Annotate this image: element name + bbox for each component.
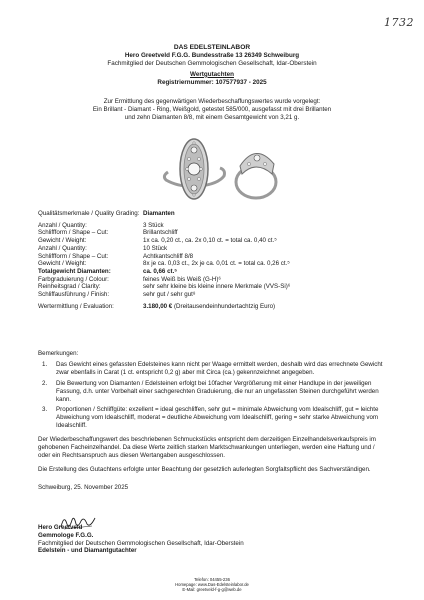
- lab-address: Hero Greetveld F.G.G. Bundesstraße 13 26349 Schweiburg: [124, 52, 300, 60]
- finish-label: Schliffausführung / Finish:: [38, 291, 110, 299]
- signatory-name: Hero Greetveld: [38, 524, 83, 531]
- clarity-value: sehr sehr kleine bis kleine innere Merkmale (VVS-Si)⁶: [143, 283, 291, 291]
- ring-photos: [160, 136, 280, 202]
- evaluation-amount: 3.180,00 €: [143, 302, 173, 310]
- shape-label: Schliffform / Shape – Cut:: [38, 229, 109, 237]
- signatory-block: [38, 524, 244, 555]
- weight-value: 1x ca. 0,20 ct., ca. 2x 0,10 ct. = total ca. 0,40 ct.⁵: [143, 237, 277, 245]
- shape-row-1: [38, 229, 408, 237]
- intro-text: [0, 98, 424, 123]
- signatory-role: Gemmologe F.G.G.: [38, 531, 94, 539]
- place-and-date: Schweiburg, 25. November 2025: [38, 484, 129, 491]
- evaluation-label: Wertermittlung / Evaluation:: [38, 302, 114, 310]
- total-weight-row: [38, 268, 408, 276]
- remark-item: [38, 361, 388, 377]
- shape-value: Brillantschliff: [143, 229, 178, 237]
- quantity-label: Anzahl / Quantity:: [38, 221, 87, 229]
- intro-line-3: und zehn Diamanten 8/8, mit einem Gesamtgewicht von 3,21 g.: [124, 114, 300, 122]
- registration-number: Registriernummer: 107577937 - 2025: [157, 78, 267, 86]
- ring-side-view-image: [232, 144, 282, 202]
- quality-label: Qualitätsmerkmale / Quality Grading:: [38, 210, 140, 217]
- remark-item: [38, 380, 388, 404]
- colour-row: [38, 276, 408, 284]
- remark-number: 2.: [42, 379, 48, 387]
- clarity-label: Reinheitsgrad / Clarity:: [38, 283, 101, 291]
- weight-row-1: [38, 237, 408, 245]
- shape-row-2: [38, 253, 408, 261]
- quantity-row-2: [38, 245, 408, 253]
- evaluation-row: [38, 303, 408, 311]
- replacement-value-note: Der Wiederbeschaffungswert des beschriebenen Schmuckstücks entspricht dem derzeitigen Einzelhandelsverkaufspreis im gehobenen Facheinzelhandel. Da diese Werte zeitlich starken Marktschwankungen unterliegen, werden eine Haftung und / oder ein Rechtsanspruch aus diesen Wertangaben ausgeschlossen.: [38, 436, 376, 459]
- weight-label: Gewicht / Weight:: [38, 260, 87, 268]
- lab-membership: Fachmitglied der Deutschen Gemmologischen Gesellschaft, Idar-Oberstein: [107, 60, 317, 68]
- quantity-label: Anzahl / Quantity:: [38, 244, 87, 252]
- signatory-expert: Edelstein - und Diamantgutachter: [38, 547, 137, 555]
- total-weight-value: ca. 0,66 ct.⁵: [143, 267, 178, 275]
- signatory-membership: Fachmitglied der Deutschen Gemmologischen Gesellschaft, Idar-Oberstein: [38, 539, 244, 547]
- quantity-value: 3 Stück: [143, 221, 164, 229]
- finish-row: [38, 291, 408, 299]
- lab-title: DAS EDELSTEINLABOR: [173, 44, 251, 51]
- shape-value: Achtkantschliff 8/8: [143, 252, 194, 260]
- remark-item: [38, 406, 388, 430]
- contact-footer: [0, 577, 424, 593]
- weight-label: Gewicht / Weight:: [38, 237, 87, 245]
- clarity-row: [38, 283, 408, 291]
- email-link[interactable]: E-Mail: greetveld-f-g-g@web.de: [182, 587, 242, 593]
- remark-text: Die Bewertung von Diamanten / Edelsteinen erfolgt bei 10facher Vergrößerung mit einer Handlupe in der jeweiligen Fassung, d.h. unter Vorbehalt einer sachgerechten Graduierung, die nur an ungefassten Steinen durchgeführt werden kann.: [56, 379, 379, 403]
- shape-label: Schliffform / Shape – Cut:: [38, 252, 109, 260]
- colour-label: Farbgraduierung / Colour:: [38, 275, 109, 283]
- finish-value: sehr gut / sehr gut⁸: [143, 291, 196, 299]
- total-weight-label: Totalgewicht Diamanten:: [38, 267, 111, 275]
- remark-number: 1.: [42, 360, 48, 368]
- remarks-heading: Bemerkungen:: [38, 350, 79, 357]
- remark-number: 3.: [42, 406, 48, 414]
- diligence-note: Die Erstellung des Gutachtens erfolgte unter Beachtung der gesetzlich auferlegten Sorgfaltspflicht des Sachverständigen.: [38, 465, 371, 473]
- intro-line-1: Zur Ermittlung des gegenwärtigen Wiederbeschaffungswertes wurde vorgelegt:: [103, 98, 321, 105]
- letterhead: [0, 44, 424, 87]
- weight-row-2: [38, 260, 408, 268]
- homepage-link[interactable]: Homepage: www.Das-Edelsteinlabor.de: [175, 582, 249, 588]
- evaluation-words: (Dreitausendeinhundertachtzig Euro): [173, 302, 276, 310]
- document-title: Wertgutachten: [190, 70, 234, 78]
- remarks-section: [38, 350, 388, 474]
- handwritten-number: 1732: [384, 16, 414, 29]
- quantity-value: 10 Stück: [143, 244, 168, 252]
- weight-value: 8x je ca. 0,03 ct., 2x je ca. 0,01 ct. = total ca. 0,26 ct.⁵: [143, 260, 290, 268]
- quality-grading: [38, 210, 408, 310]
- quality-value: Diamanten: [143, 210, 175, 217]
- intro-line-2: Ein Brillant - Diamant - Ring, Weißgold, getestet 585/000, ausgefasst mit drei Brillanten: [92, 106, 332, 114]
- quantity-row-1: [38, 222, 408, 230]
- remark-text: Proportionen / Schliffgüte: exzellent = ideal geschliffen, sehr gut = minimale Abweichung vom Idealschliff, gut = leichte Abweichung vom Idealschliff, moderat = deutliche Abweichung vom Idealschliff, gering = sehr starke Abweichung vom Idealschliff.: [56, 406, 379, 430]
- ring-top-view-image: [160, 136, 228, 202]
- remark-text: Das Gewicht eines gefassten Edelsteines kann nicht per Waage ermittelt werden, deshalb wird das errechnete Gewicht zwar ebenfalls in Carat (1 ct. entspricht 0,2 g) aber mit Circa (ca.) gekennzeichnet angegeben.: [56, 360, 383, 376]
- colour-value: feines Weiß bis Weiß (G-H)⁶: [143, 275, 221, 283]
- phone-number: Telefon: 04455-236: [194, 577, 230, 582]
- quality-row: [38, 210, 408, 218]
